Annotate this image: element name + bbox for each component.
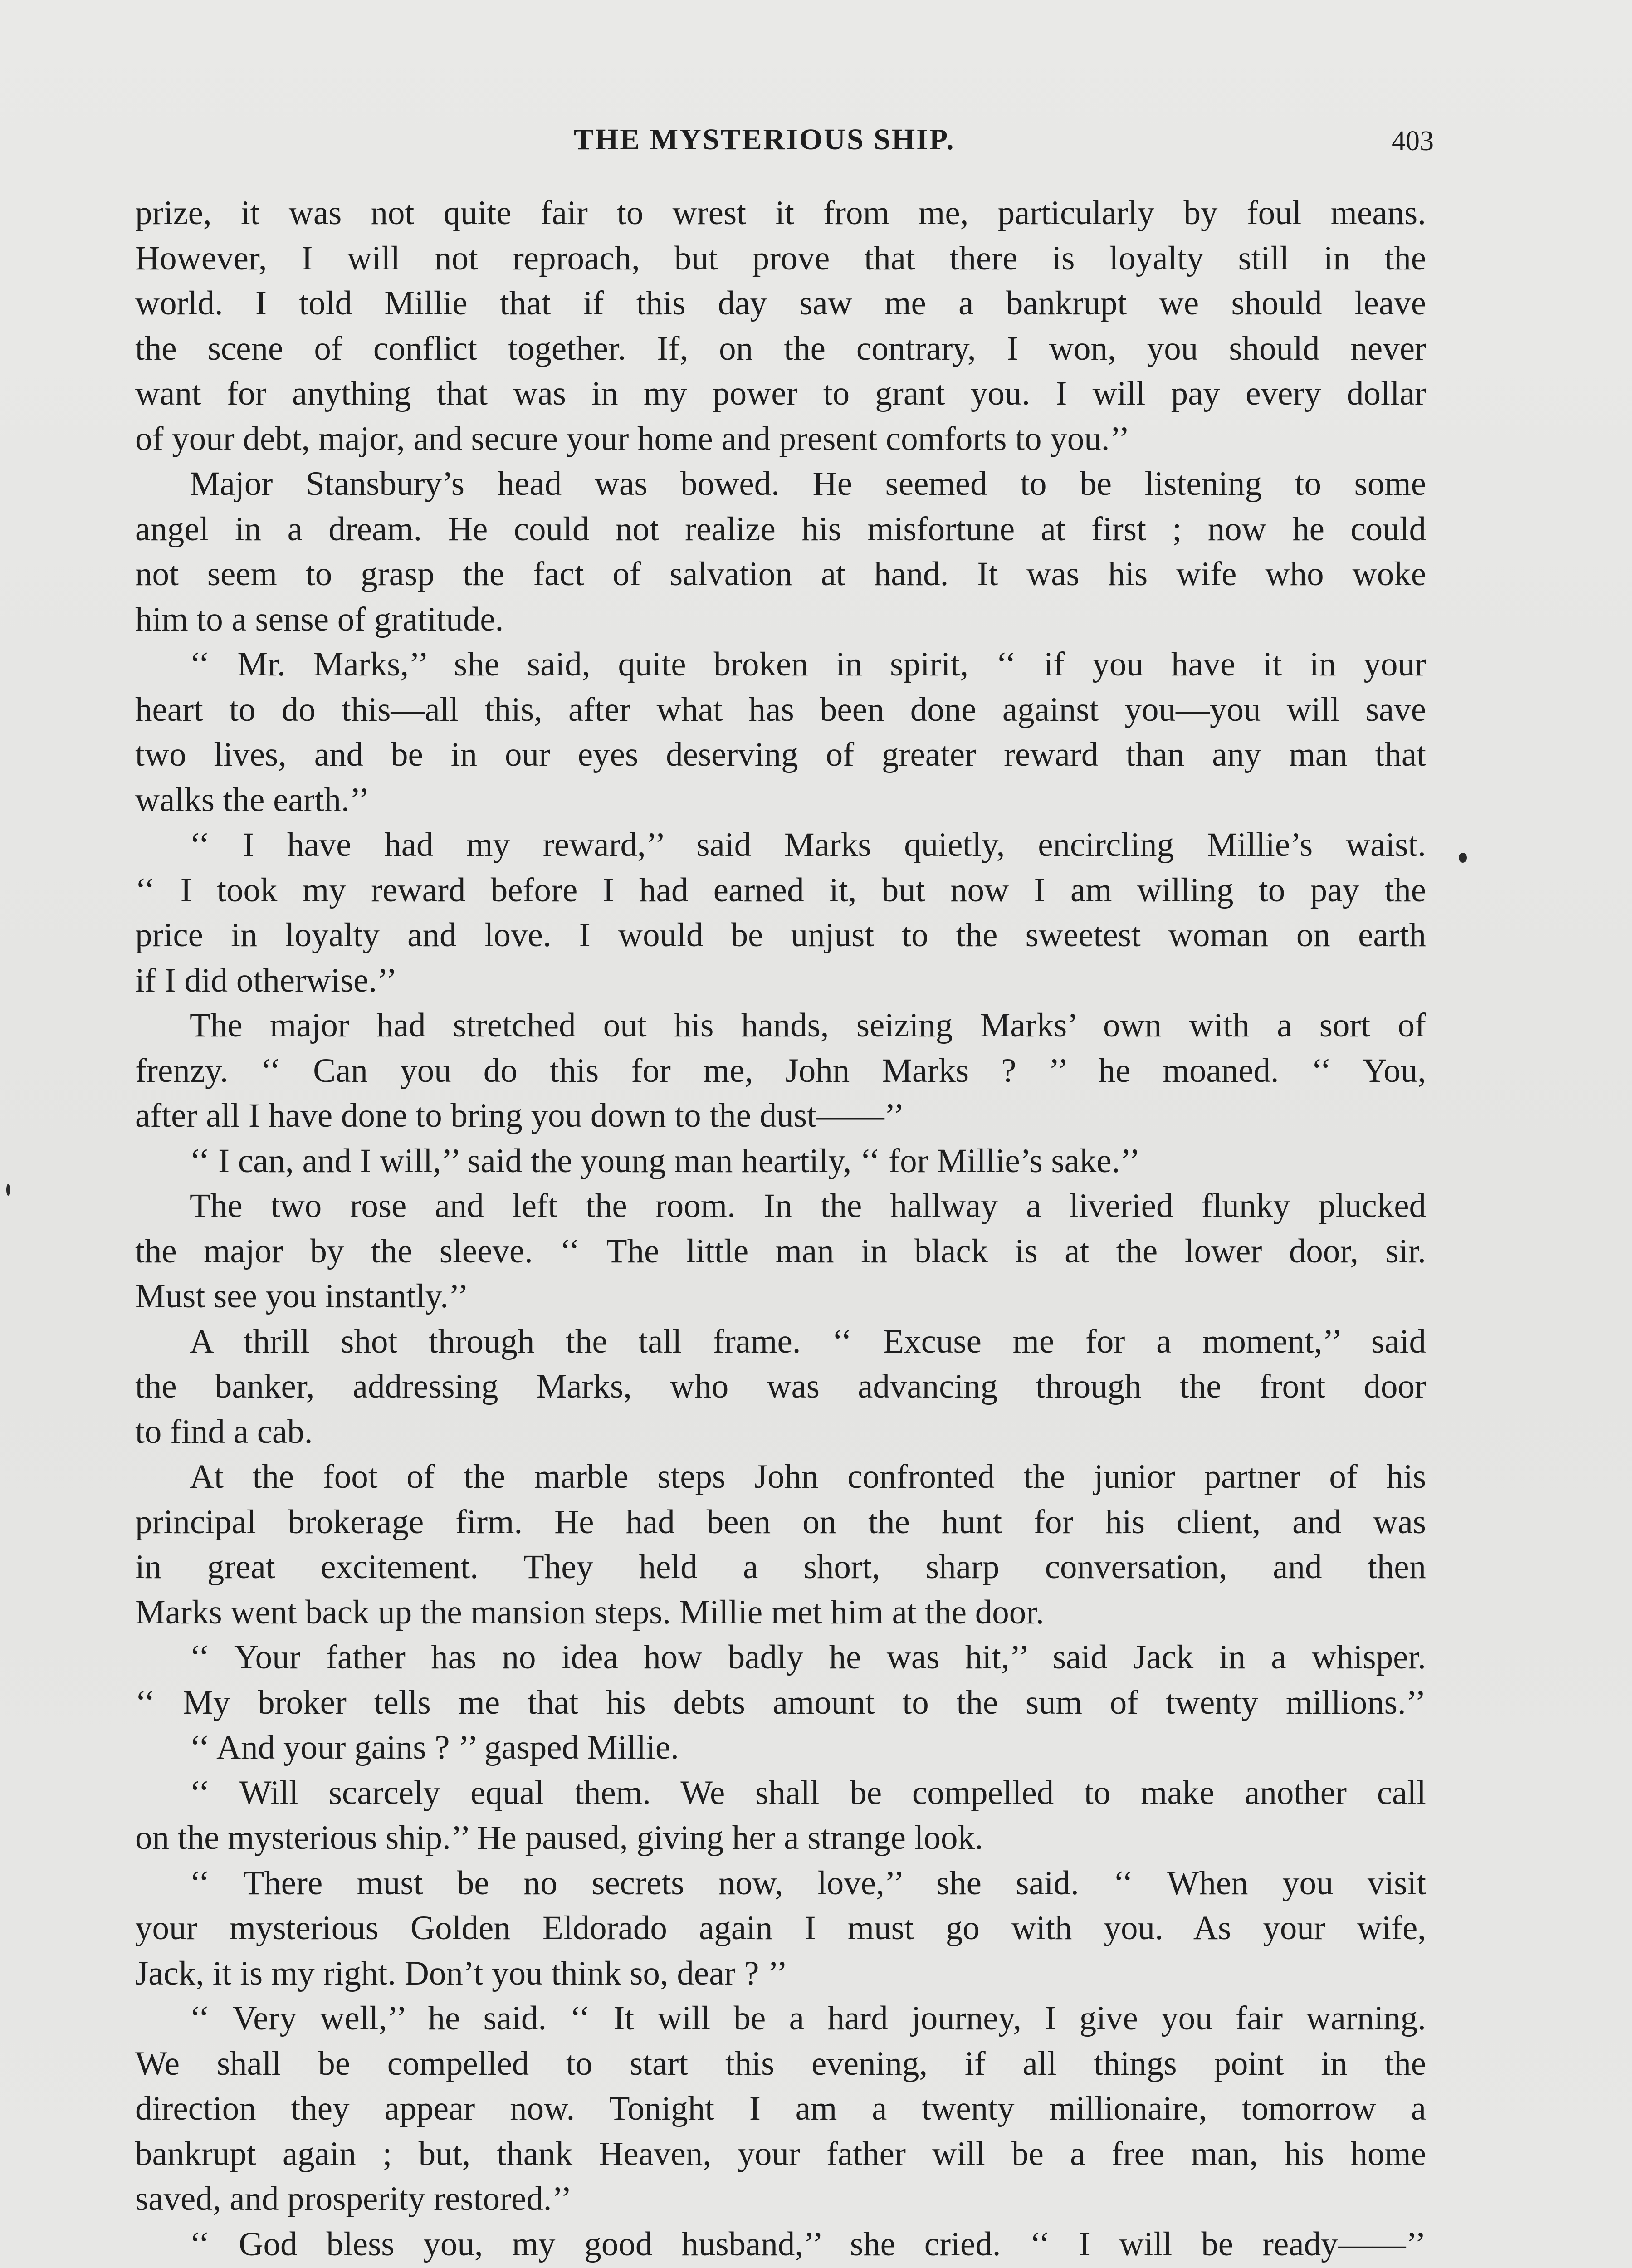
- text-line: world. I told Millie that if this day saw me a bankrupt we should leave: [135, 284, 1426, 322]
- text-line: the major by the sleeve. ‘‘ The little man in black is at the lower door, sir.: [135, 1232, 1426, 1270]
- text-line: ‘‘ Will scarcely equal them. We shall be compelled to make another call: [190, 1774, 1426, 1812]
- text-line: ‘‘ Mr. Marks,’’ she said, quite broken in spirit, ‘‘ if you have it in your: [190, 645, 1426, 683]
- text-line: to find a cab.: [135, 1413, 313, 1451]
- text-line: bankrupt again ; but, thank Heaven, your father will be a free man, his home: [135, 2135, 1426, 2173]
- text-line: frenzy. ‘‘ Can you do this for me, John Marks ? ’’ he moaned. ‘‘ You,: [135, 1051, 1426, 1090]
- text-line: Marks went back up the mansion steps. Millie met him at the door.: [135, 1593, 1044, 1631]
- text-line: price in loyalty and love. I would be unjust to the sweetest woman on earth: [135, 916, 1426, 954]
- text-line: angel in a dream. He could not realize his misfortune at first ; now he could: [135, 510, 1426, 548]
- ink-speck: [6, 1184, 10, 1196]
- text-line: in great excitement. They held a short, sharp conversation, and then: [135, 1548, 1426, 1586]
- text-line: principal brokerage firm. He had been on the hunt for his client, and was: [135, 1503, 1426, 1541]
- page-number: 403: [1392, 126, 1434, 156]
- text-line: prize, it was not quite fair to wrest it from me, particularly by foul means.: [135, 194, 1426, 232]
- text-line: ‘‘ I have had my reward,’’ said Marks quietly, encircling Millie’s waist.: [190, 826, 1426, 864]
- text-line: ‘‘ I took my reward before I had earned it, but now I am willing to pay the: [135, 871, 1426, 909]
- text-line: two lives, and be in our eyes deserving of greater reward than any man that: [135, 736, 1426, 773]
- text-line: ‘‘ Your father has no idea how badly he was hit,’’ said Jack in a whisper.: [190, 1638, 1426, 1676]
- text-line: However, I will not reproach, but prove that there is loyalty still in the: [135, 239, 1426, 277]
- running-title: THE MYSTERIOUS SHIP.: [574, 123, 955, 156]
- text-line: We shall be compelled to start this evening, if all things point in the: [135, 2044, 1426, 2082]
- text-line: ‘‘ There must be no secrets now, love,’’ she said. ‘‘ When you visit: [190, 1864, 1426, 1902]
- text-line: Must see you instantly.’’: [135, 1277, 469, 1315]
- page-header: [0, 122, 1632, 168]
- text-line: Jack, it is my right. Don’t you think so, dear ? ’’: [135, 1954, 788, 1992]
- text-line: At the foot of the marble steps John confronted the junior partner of his: [190, 1458, 1426, 1496]
- text-line: saved, and prosperity restored.’’: [135, 2180, 572, 2218]
- text-line: direction they appear now. Tonight I am a twenty millionaire, tomorrow a: [135, 2090, 1426, 2127]
- text-line: The two rose and left the room. In the hallway a liveried flunky plucked: [190, 1187, 1426, 1225]
- text-line: ‘‘ God bless you, my good husband,’’ she cried. ‘‘ I will be ready——’’: [190, 2225, 1426, 2263]
- text-line: walks the earth.’’: [135, 781, 370, 819]
- text-line: ‘‘ I can, and I will,’’ said the young man heartily, ‘‘ for Millie’s sake.’’: [190, 1142, 1140, 1180]
- text-line: your mysterious Golden Eldorado again I must go with you. As your wife,: [135, 1909, 1426, 1947]
- text-line: him to a sense of gratitude.: [135, 600, 504, 638]
- body-text: [135, 191, 1426, 2268]
- text-line: ‘‘ My broker tells me that his debts amount to the sum of twenty millions.’’: [135, 1683, 1426, 1721]
- text-line: want for anything that was in my power to grant you. I will pay every dollar: [135, 375, 1426, 412]
- text-line: of your debt, major, and secure your home and present comforts to you.’’: [135, 420, 1130, 458]
- text-line: ‘‘ Very well,’’ he said. ‘‘ It will be a hard journey, I give you fair warning.: [190, 1999, 1426, 2037]
- text-line: if I did otherwise.’’: [135, 961, 397, 999]
- text-line: after all I have done to bring you down to the dust——’’: [135, 1097, 905, 1134]
- text-line: the scene of conflict together. If, on the contrary, I won, you should never: [135, 329, 1426, 367]
- text-line: ‘‘ And your gains ? ’’ gasped Millie.: [190, 1729, 679, 1766]
- text-line: The major had stretched out his hands, seizing Marks’ own with a sort of: [190, 1007, 1426, 1044]
- ink-speck: [1459, 853, 1467, 863]
- text-line: not seem to grasp the fact of salvation at hand. It was his wife who woke: [135, 555, 1426, 593]
- text-line: the banker, addressing Marks, who was advancing through the front door: [135, 1368, 1426, 1405]
- text-line: A thrill shot through the tall frame. ‘‘ Excuse me for a moment,’’ said: [190, 1322, 1426, 1360]
- text-line: heart to do this—all this, after what has been done against you—you will save: [135, 690, 1426, 728]
- text-line: on the mysterious ship.’’ He paused, giving her a strange look.: [135, 1819, 983, 1857]
- text-line: Major Stansbury’s head was bowed. He seemed to be listening to some: [190, 465, 1426, 503]
